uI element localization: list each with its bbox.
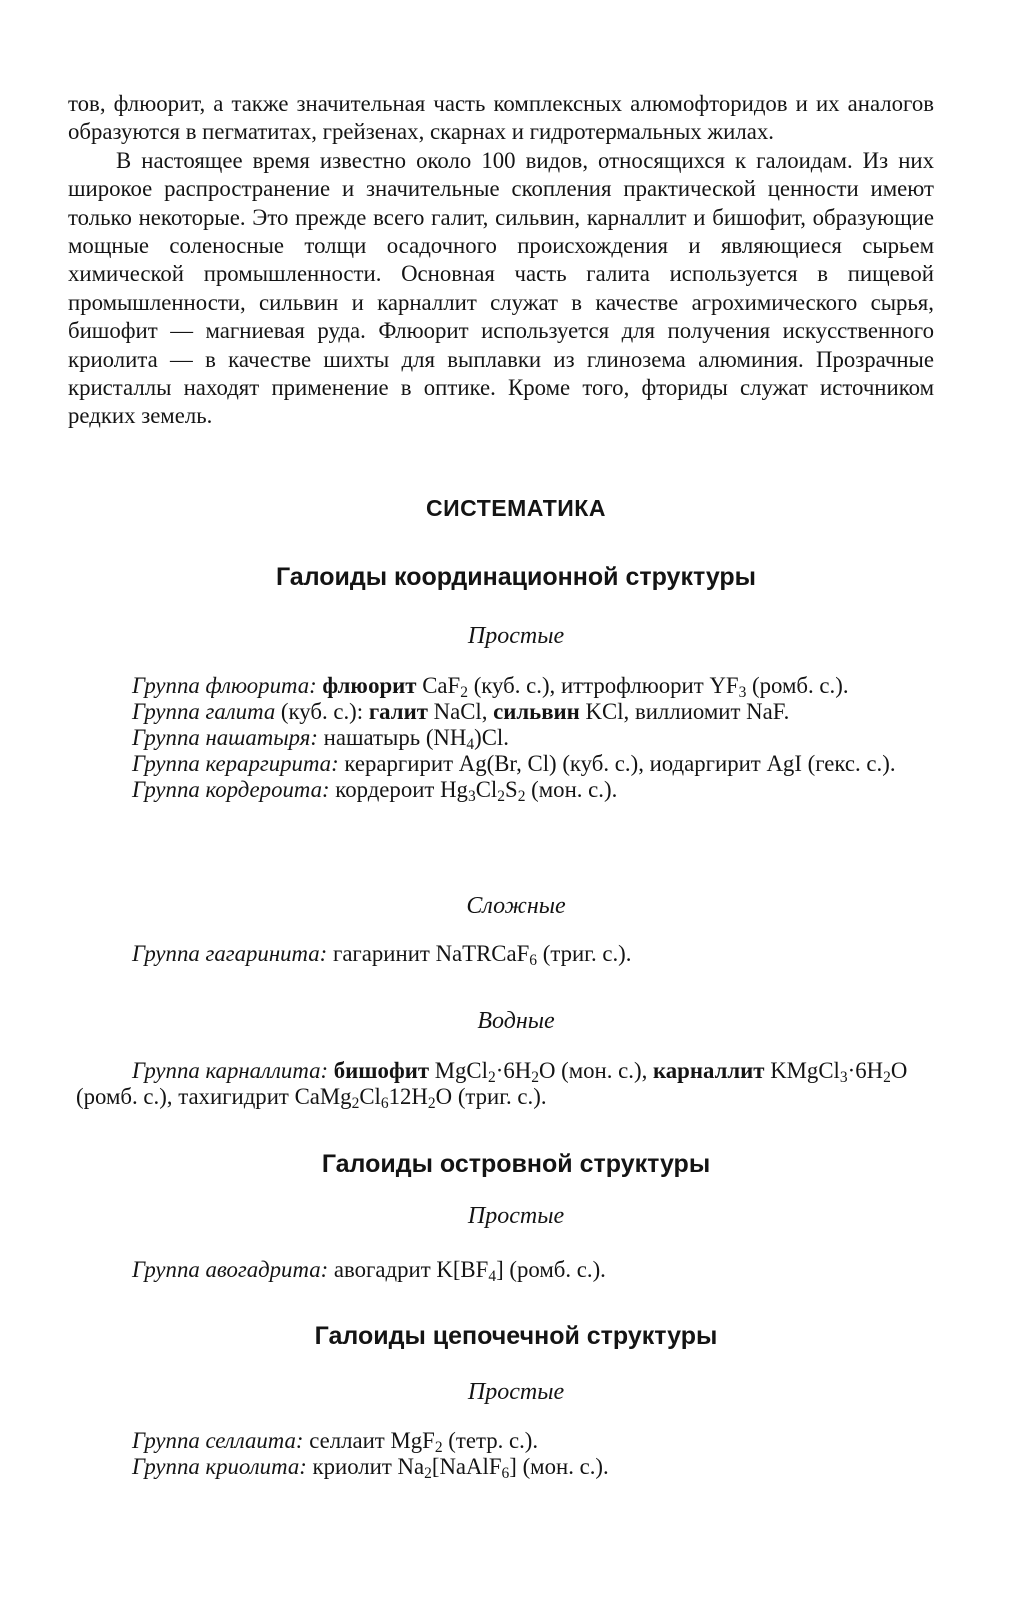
category-heading: Простые	[467, 1379, 565, 1405]
mineral-group-entry: Группа флюорита: флюорит CaF$_2$ (куб. с.), иттрофлюорит $YF_3$ (ромб. с.).	[132, 673, 849, 701]
group-label: Группа селлаита:	[132, 1428, 304, 1453]
mineral-formula: $(NH_4)Cl$	[425, 725, 504, 753]
section-heading: Галоиды островной структуры	[321, 1150, 711, 1178]
crystal-system: (ромб. с.)	[752, 673, 843, 698]
group-label: Группа гагаринита:	[132, 941, 328, 966]
mineral-group-entry: Группа селлаита: селлаит MgF$_2$ (тетр. с.).	[132, 1428, 539, 1456]
crystal-system: (куб. с.)	[473, 673, 550, 698]
mineral-name: сильвин	[493, 699, 580, 724]
mineral-group-entry: Группа криолита: криолит $Na_2[NaAlF_6]$ (мон. с.).	[132, 1454, 609, 1482]
crystal-system: (куб. с.)	[562, 751, 639, 776]
mineral-name: авогадрит	[333, 1257, 431, 1282]
section-heading: Галоиды цепочечной структуры	[314, 1322, 718, 1350]
mineral-formula: CaF$_2$	[422, 673, 468, 701]
mineral-name: гагаринит	[332, 941, 430, 966]
intro-paragraph: тов, флюорит, а также значительная часть комплексных алюмофторидов и их аналогов образуются в пегматитах, грейзенах, скарнах и гидротермальных жилах.	[68, 91, 934, 145]
mineral-list	[76, 673, 936, 803]
group-label: Группа кордероита:	[132, 777, 330, 802]
mineral-list	[76, 1257, 936, 1283]
mineral-formula: Ag(Br, Cl)	[458, 751, 557, 776]
mineral-formula: $K[BF_4]$	[436, 1257, 504, 1285]
mineral-formula: $Na_2[NaAlF_6]$	[397, 1454, 517, 1482]
intro-text	[68, 90, 934, 431]
mineral-formula: $KMgCl_3\cdot 6H_2O$	[770, 1058, 908, 1086]
mineral-group-entry: Группа кераргирита: кераргирит Ag(Br, Cl) (куб. с.), иодаргирит AgI (гекс. с.).	[132, 751, 896, 776]
crystal-system: (тетр. с.)	[448, 1428, 533, 1453]
group-label: Группа кераргирита:	[132, 751, 339, 776]
mineral-formula: AgI	[766, 751, 802, 776]
category-heading: Простые	[467, 623, 565, 649]
mineral-name: кордероит	[335, 777, 435, 802]
crystal-system: (гекс. с.)	[807, 751, 890, 776]
mineral-group-entry: Группа кордероита: кордероит $Hg_3Cl_2S_2$ (мон. с.).	[132, 777, 618, 805]
mineral-formula: NaCl	[433, 699, 482, 724]
mineral-formula: NaTRCaF$_6$	[435, 941, 538, 969]
mineral-group-entry: Группа карналлита: бишофит $MgCl_2\cdot 6H_2O$ (мон. с.), карналлит $KMgCl_3\cdot 6H_2O$ (ромб. с.), тахигидрит $CaMg_2Cl_612H_2O$ (триг. с.).	[76, 1058, 908, 1112]
group-label: Группа галита	[132, 699, 276, 724]
crystal-system: (триг. с.)	[542, 941, 626, 966]
group-label: Группа нашатыря:	[132, 725, 318, 750]
mineral-group-entry: Группа авогадрита: авогадрит $K[BF_4]$ (ромб. с.).	[132, 1257, 606, 1285]
mineral-formula: $Hg_3Cl_2S_2$	[440, 777, 526, 805]
mineral-list	[76, 941, 936, 967]
group-label: Группа криолита:	[132, 1454, 307, 1479]
mineral-name: виллиомит	[634, 699, 741, 724]
mineral-name: криолит	[312, 1454, 392, 1479]
mineral-name: бишофит	[333, 1058, 430, 1083]
category-heading: Простые	[467, 1203, 565, 1229]
mineral-group-entry: Группа гагаринита: гагаринит NaTRCaF$_6$ (триг. с.).	[132, 941, 632, 969]
mineral-name: карналлит	[652, 1058, 765, 1083]
mineral-formula: MgF$_2$	[390, 1428, 443, 1456]
mineral-formula: $CaMg_2Cl_612H_2O$	[294, 1084, 453, 1112]
mineral-list	[76, 1058, 936, 1110]
crystal-system: (мон. с.)	[522, 1454, 604, 1479]
mineral-formula: KCl	[585, 699, 624, 724]
mineral-group-entry: Группа галита (куб. с.): галит NaCl, сильвин KCl, виллиомит NaF.	[132, 699, 790, 724]
mineral-formula: NaF	[746, 699, 784, 724]
category-heading: Сложные	[466, 893, 566, 919]
mineral-name: кераргирит	[344, 751, 454, 776]
group-label: Группа авогадрита:	[132, 1257, 329, 1282]
crystal-system: (куб. с.)	[280, 699, 357, 724]
mineral-name: иодаргирит	[649, 751, 761, 776]
crystal-system: (триг. с.)	[457, 1084, 541, 1109]
group-label: Группа флюорита:	[132, 673, 317, 698]
crystal-system: (ромб. с.)	[76, 1084, 167, 1109]
section-heading: Галоиды координационной структуры	[275, 563, 757, 591]
mineral-name: флюорит	[322, 673, 417, 698]
crystal-system: (мон. с.)	[531, 777, 612, 802]
mineral-formula: $MgCl_2\cdot 6H_2O$	[434, 1058, 556, 1086]
crystal-system: (мон. с.)	[561, 1058, 642, 1083]
systematics-title: СИСТЕМАТИКА	[426, 495, 606, 521]
mineral-name: галит	[368, 699, 428, 724]
mineral-name: селлаит	[309, 1428, 385, 1453]
category-heading: Водные	[477, 1008, 555, 1034]
mineral-name: нашатырь	[323, 725, 421, 750]
mineral-name: иттрофлюорит	[560, 673, 704, 698]
mineral-list	[76, 1428, 936, 1480]
mineral-formula: $YF_3$	[709, 673, 747, 701]
mineral-group-entry: Группа нашатыря: нашатырь $(NH_4)Cl$.	[132, 725, 509, 753]
crystal-system: (ромб. с.)	[509, 1257, 601, 1282]
mineral-name: тахигидрит	[178, 1084, 289, 1109]
intro-paragraph: В настоящее время известно около 100 видов, относящихся к галоидам. Из них широкое распространение и значительные скопления практической ценности имеют только некоторые. Это прежде всего галит, сильвин, карналлит и бишофит, образующие мощные соленосные толщи осадочного происхождения и являющиеся сырьем химической промышленности. Основная часть галита используется в пищевой промышленности, сильвин и карналлит служат в качестве агрохимического сырья, бишофит — магниевая руда. Флюорит используется для получения искусственного криолита — в качестве шихты для выплавки из глинозема алюминия. Прозрачные кристаллы находят применение в оптике. Кроме того, фториды служат источником редких земель.	[68, 147, 934, 429]
group-label: Группа карналлита:	[132, 1058, 329, 1083]
